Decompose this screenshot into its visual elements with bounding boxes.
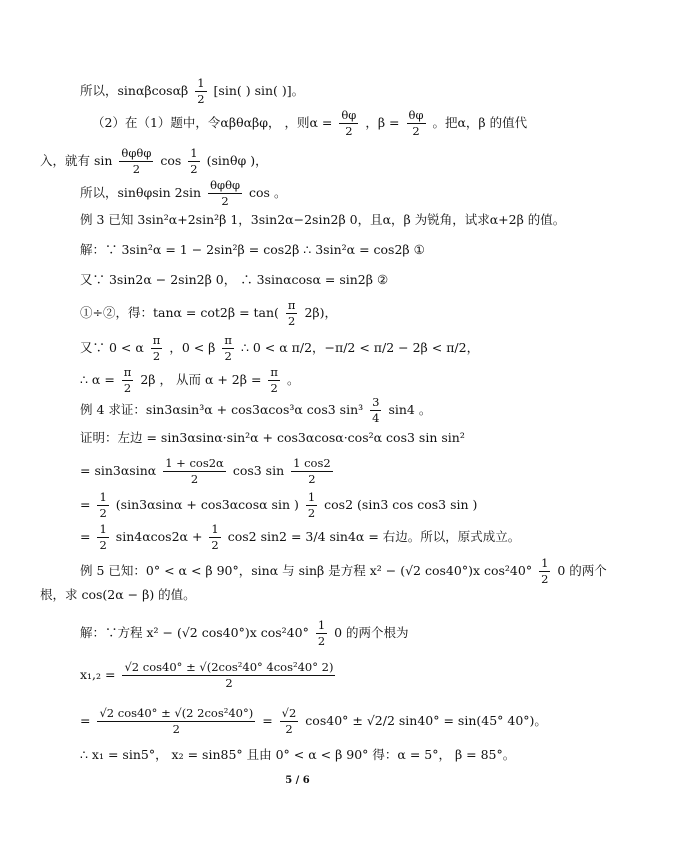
fraction-denominator: 2 bbox=[190, 472, 199, 486]
fraction-denominator: 2 bbox=[541, 572, 549, 586]
fraction bbox=[539, 556, 550, 587]
line-11 bbox=[0, 395, 675, 426]
fraction bbox=[119, 146, 153, 177]
line-18 bbox=[0, 618, 675, 649]
fraction bbox=[97, 490, 108, 521]
fraction-denominator: 2 bbox=[221, 194, 229, 208]
text: cos2 (sin3 cos cos3 sin ) bbox=[324, 497, 478, 512]
fraction bbox=[122, 660, 335, 691]
fraction-numerator: θφθφ bbox=[210, 178, 241, 192]
text: cos bbox=[160, 153, 182, 168]
line-2 bbox=[0, 108, 687, 139]
text: sin4αcos2α + bbox=[115, 529, 207, 544]
fraction-numerator: π bbox=[287, 298, 296, 312]
line-5: 例 3 已知 3sin²α+2sin²β 1，3sin2α−2sin2β 0，且α，β 为锐角，试求α+2β 的值。 bbox=[80, 212, 566, 227]
fraction-denominator: 2 bbox=[132, 162, 141, 176]
line-17: 根，求 cos(2α − β) 的值。 bbox=[40, 587, 196, 602]
line-20 bbox=[0, 706, 675, 737]
text: = bbox=[262, 713, 277, 728]
fraction-denominator: 2 bbox=[307, 506, 316, 520]
fraction bbox=[268, 365, 280, 396]
fraction-numerator: 1 bbox=[190, 146, 198, 160]
fraction bbox=[188, 146, 199, 177]
line-9 bbox=[0, 333, 675, 364]
text: 所以，sinθφsin 2sin bbox=[80, 185, 202, 200]
fraction-denominator: 2 bbox=[285, 722, 293, 736]
fraction-numerator: √2 cos40° ± √(2 2cos²40°) bbox=[99, 706, 254, 720]
fraction-denominator: 2 bbox=[270, 381, 278, 395]
fraction-denominator: 2 bbox=[152, 349, 161, 363]
fraction bbox=[407, 108, 426, 139]
text: 解：∵方程 x² − (√2 cos40°)x cos²40° bbox=[80, 625, 313, 640]
fraction-denominator: 2 bbox=[345, 124, 353, 138]
fraction-numerator: θφ bbox=[341, 108, 357, 122]
text: 入，就有 sin bbox=[40, 153, 113, 168]
fraction bbox=[163, 456, 226, 487]
fraction bbox=[97, 706, 255, 737]
text: cos40° ± √2/2 sin40° = sin(45° 40°)。 bbox=[305, 713, 547, 728]
fraction bbox=[316, 618, 327, 649]
fraction bbox=[286, 298, 298, 329]
text: 。 bbox=[286, 372, 300, 387]
text: 0 的两个 bbox=[557, 563, 607, 578]
fraction-numerator: π bbox=[270, 365, 278, 379]
fraction-denominator: 2 bbox=[224, 349, 232, 363]
text: 例 5 已知：0° < α < β 90°，sinα 与 sinβ 是方程 x² − (√2 cos40°)x cos²40° bbox=[80, 563, 537, 578]
line-8 bbox=[0, 298, 675, 329]
text: = bbox=[80, 713, 91, 728]
fraction bbox=[122, 365, 134, 396]
fraction bbox=[291, 456, 333, 487]
fraction-numerator: π bbox=[123, 365, 132, 379]
fraction-numerator: 1 bbox=[197, 76, 205, 90]
fraction-denominator: 2 bbox=[308, 472, 316, 486]
fraction-denominator: 2 bbox=[317, 634, 326, 648]
text: sin4 。 bbox=[388, 402, 432, 417]
fraction-numerator: 1 bbox=[99, 522, 107, 536]
fraction-numerator: θφ bbox=[408, 108, 424, 122]
fraction-numerator: 1 bbox=[99, 490, 107, 504]
line-16 bbox=[0, 556, 675, 587]
text: cos3 sin bbox=[232, 463, 285, 478]
fraction-denominator: 2 bbox=[211, 538, 219, 552]
fraction-denominator: 2 bbox=[288, 314, 296, 328]
fraction-numerator: π bbox=[152, 333, 161, 347]
fraction bbox=[280, 706, 299, 737]
fraction-denominator: 2 bbox=[99, 506, 107, 520]
line-10 bbox=[0, 365, 675, 396]
text: 例 4 求证：sin3αsin³α + cos3αcos³α cos3 sin³ bbox=[80, 402, 368, 417]
fraction-numerator: √2 bbox=[281, 706, 297, 720]
text: ∴ α = bbox=[80, 372, 119, 387]
fraction bbox=[151, 333, 163, 364]
fraction-numerator: 3 bbox=[372, 395, 380, 409]
text: 0 的两个根为 bbox=[334, 625, 409, 640]
text: ∴ 0 < α π/2，−π/2 < π/2 − 2β < π/2， bbox=[240, 340, 480, 355]
text: = bbox=[80, 529, 91, 544]
text: ，0 < β bbox=[169, 340, 220, 355]
text: = sin3αsinα bbox=[80, 463, 157, 478]
text: 所以，sinαβcosαβ bbox=[80, 83, 189, 98]
text: [sin( ) sin( )]。 bbox=[213, 83, 305, 98]
fraction bbox=[97, 522, 108, 553]
text: （2）在（1）题中，令αβθαβφ， ，则α = bbox=[92, 115, 333, 130]
text: 又∵ 0 < α bbox=[80, 340, 148, 355]
line-13 bbox=[0, 456, 675, 487]
fraction bbox=[208, 178, 242, 209]
fraction-denominator: 4 bbox=[372, 411, 380, 425]
fraction bbox=[306, 490, 317, 521]
text: ，β = bbox=[365, 115, 400, 130]
fraction-numerator: 1 + cos2α bbox=[165, 456, 224, 470]
fraction-numerator: 1 bbox=[317, 618, 326, 632]
line-14 bbox=[0, 490, 675, 521]
text: cos 。 bbox=[249, 185, 287, 200]
text: 。把α，β 的值代 bbox=[432, 115, 528, 130]
text: (sin3αsinα + cos3αcosα sin ) bbox=[115, 497, 299, 512]
fraction-numerator: θφθφ bbox=[121, 146, 152, 160]
line-4 bbox=[0, 178, 675, 209]
page-number: 5 / 6 bbox=[285, 775, 310, 786]
fraction-denominator: 2 bbox=[190, 162, 198, 176]
text: 2β)， bbox=[304, 305, 338, 320]
text: 2β ， 从而 α + 2β = bbox=[140, 372, 266, 387]
line-19 bbox=[0, 660, 675, 691]
line-1 bbox=[0, 76, 675, 107]
line-7: 又∵ 3sin2α − 2sin2β 0， ∴ 3sinαcosα = sin2β ② bbox=[80, 272, 389, 287]
fraction-numerator: 1 bbox=[541, 556, 549, 570]
line-6: 解：∵ 3sin²α = 1 − 2sin²β = cos2β ∴ 3sin²α = cos2β ① bbox=[80, 242, 425, 257]
text: (sinθφ )， bbox=[206, 153, 268, 168]
fraction-denominator: 2 bbox=[197, 92, 205, 106]
text: cos2 sin2 = 3/4 sin4α = 右边。所以，原式成立。 bbox=[227, 529, 521, 544]
fraction bbox=[209, 522, 220, 553]
line-21: ∴ x₁ = sin5°， x₂ = sin85° 且由 0° < α < β 90° 得：α = 5°， β = 85°。 bbox=[80, 747, 516, 762]
fraction-denominator: 2 bbox=[172, 722, 180, 736]
line-3 bbox=[0, 146, 635, 177]
fraction bbox=[339, 108, 358, 139]
fraction bbox=[222, 333, 234, 364]
fraction-denominator: 2 bbox=[412, 124, 420, 138]
fraction-numerator: 1 bbox=[307, 490, 316, 504]
line-15 bbox=[0, 522, 675, 553]
text: ①÷②，得：tanα = cot2β = tan( bbox=[80, 305, 279, 320]
fraction bbox=[195, 76, 206, 107]
text: = bbox=[80, 497, 91, 512]
fraction-denominator: 2 bbox=[99, 538, 107, 552]
fraction-denominator: 2 bbox=[123, 381, 132, 395]
fraction-numerator: √2 cos40° ± √(2cos²40° 4cos²40° 2) bbox=[124, 660, 334, 674]
line-12: 证明：左边 = sin3αsinα·sin²α + cos3αcosα·cos²α cos3 sin sin² bbox=[80, 430, 465, 445]
fraction-numerator: π bbox=[224, 333, 232, 347]
fraction-denominator: 2 bbox=[225, 676, 233, 690]
fraction-numerator: 1 bbox=[211, 522, 219, 536]
fraction bbox=[370, 395, 381, 426]
text: x₁,₂ = bbox=[80, 667, 116, 682]
fraction-numerator: 1 cos2 bbox=[293, 456, 331, 470]
